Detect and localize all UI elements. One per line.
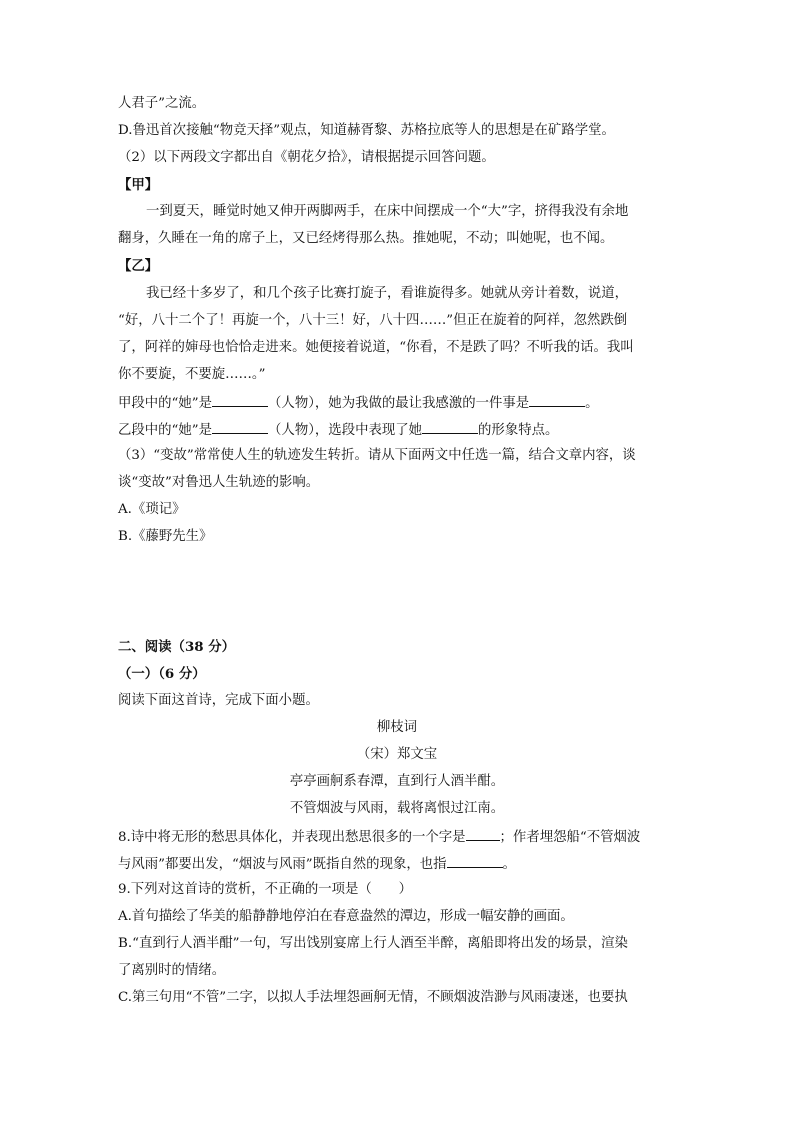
question-text: 与风雨”都要出发，“烟波与风雨”既指自然的现象，也指: [118, 857, 447, 872]
q7-sub3-option-a: A.《琐记》: [118, 502, 186, 517]
question-9-option-a: A.首句描绘了华美的船静静地停泊在春意盎然的潭边，形成一幅安静的画面。: [118, 909, 574, 924]
answer-blank[interactable]: [466, 826, 500, 841]
passage-jia-line: 一到夏天，睡觉时她又伸开两脚两手，在床中间摆成一个“大”字，挤得我没有余地: [146, 204, 629, 219]
answer-blank[interactable]: [212, 392, 268, 407]
question-8-cont: [118, 853, 516, 875]
question-9-option-b-cont: 了离别时的情绪。: [118, 963, 226, 978]
passage-yi-line: “好，八十二个了！再旋一个，八十三！好，八十四……”但正在旋着的阿祥，忽然跌倒: [118, 313, 628, 328]
fill-text: 乙段中的“她”是: [118, 423, 213, 438]
section-heading: 二、阅读（38 分）: [118, 639, 236, 655]
question-9-option-c: C.第三句用“不管”二字，以拟人手法埋怨画舸无情，不顾烟波浩渺与风雨凄迷，也要执: [118, 990, 628, 1005]
fill-text: 的形象特点。: [478, 423, 559, 438]
fill-text: 甲段中的“她”是: [118, 396, 213, 411]
passage-yi-line: 我已经十多岁了，和几个孩子比赛打旋子，看谁旋得多。她就从旁计着数，说道，: [146, 286, 629, 301]
answer-blank[interactable]: [212, 419, 268, 434]
q7-option-d: D.鲁迅首次接触“物竞天择”观点，知道赫胥黎、苏格拉底等人的思想是在矿路学堂。: [118, 123, 615, 138]
poem-author: （宋）郑文宝: [356, 747, 438, 762]
q7-continuation: 人君子”之流。: [118, 96, 206, 111]
fill-in-yi: [118, 419, 558, 441]
q7-sub3-line: 谈“变故”对鲁迅人生轨迹的影响。: [118, 475, 320, 490]
answer-blank[interactable]: [447, 853, 503, 868]
question-text: ；作者埋怨船“不管烟波: [499, 830, 641, 845]
fill-in-jia: [118, 392, 599, 414]
q7-sub3-line: （3）“变故”常常使人生的轨迹发生转折。请从下面两文中任选一篇，结合文章内容，谈: [118, 448, 636, 463]
passage-yi-line: 了，阿祥的婶母也恰恰走进来。她便接着说道，“你看，不是跌了吗？不听我的话。我叫: [118, 340, 634, 355]
section-part-heading: （一）（6 分）: [118, 666, 206, 682]
poem-line: 不管烟波与风雨，载将离恨过江南。: [289, 801, 505, 816]
q7-sub3-option-b: B.《藤野先生》: [118, 529, 213, 544]
fill-text: 。: [585, 396, 599, 411]
fill-text: （人物），她为我做的最让我感激的一件事是: [268, 396, 530, 411]
question-9-stem: 9.下列对这首诗的赏析，不正确的一项是（ ）: [118, 882, 412, 897]
poem-title: 柳枝词: [376, 720, 418, 735]
fill-text: （人物），选段中表现了她: [268, 423, 423, 438]
question-9-option-b: B.“直到行人酒半酣”一句，写出饯别宴席上行人酒至半醉，离船即将出发的场景，渲染: [118, 936, 628, 951]
reading-instruction: 阅读下面这首诗，完成下面小题。: [118, 693, 319, 708]
passage-jia-line: 翻身，久睡在一角的席子上，又已经烤得那么热。推她呢，不动；叫她呢，也不闻。: [118, 231, 614, 246]
answer-blank[interactable]: [422, 419, 478, 434]
passage-yi-label: 【乙】: [118, 258, 159, 274]
answer-blank[interactable]: [529, 392, 585, 407]
passage-yi-line: 你不要旋，不要旋……。”: [118, 367, 266, 382]
question-8: [118, 826, 640, 848]
q7-sub2-intro: （2）以下两段文字都出自《朝花夕拾》，请根据提示回答问题。: [118, 150, 495, 165]
question-text: 。: [502, 857, 516, 872]
poem-line: 亭亭画舸系春潭，直到行人酒半酣。: [289, 774, 505, 789]
question-text: 8.诗中将无形的愁思具体化，并表现出愁思很多的一个字是: [118, 830, 466, 845]
passage-jia-label: 【甲】: [118, 177, 159, 193]
